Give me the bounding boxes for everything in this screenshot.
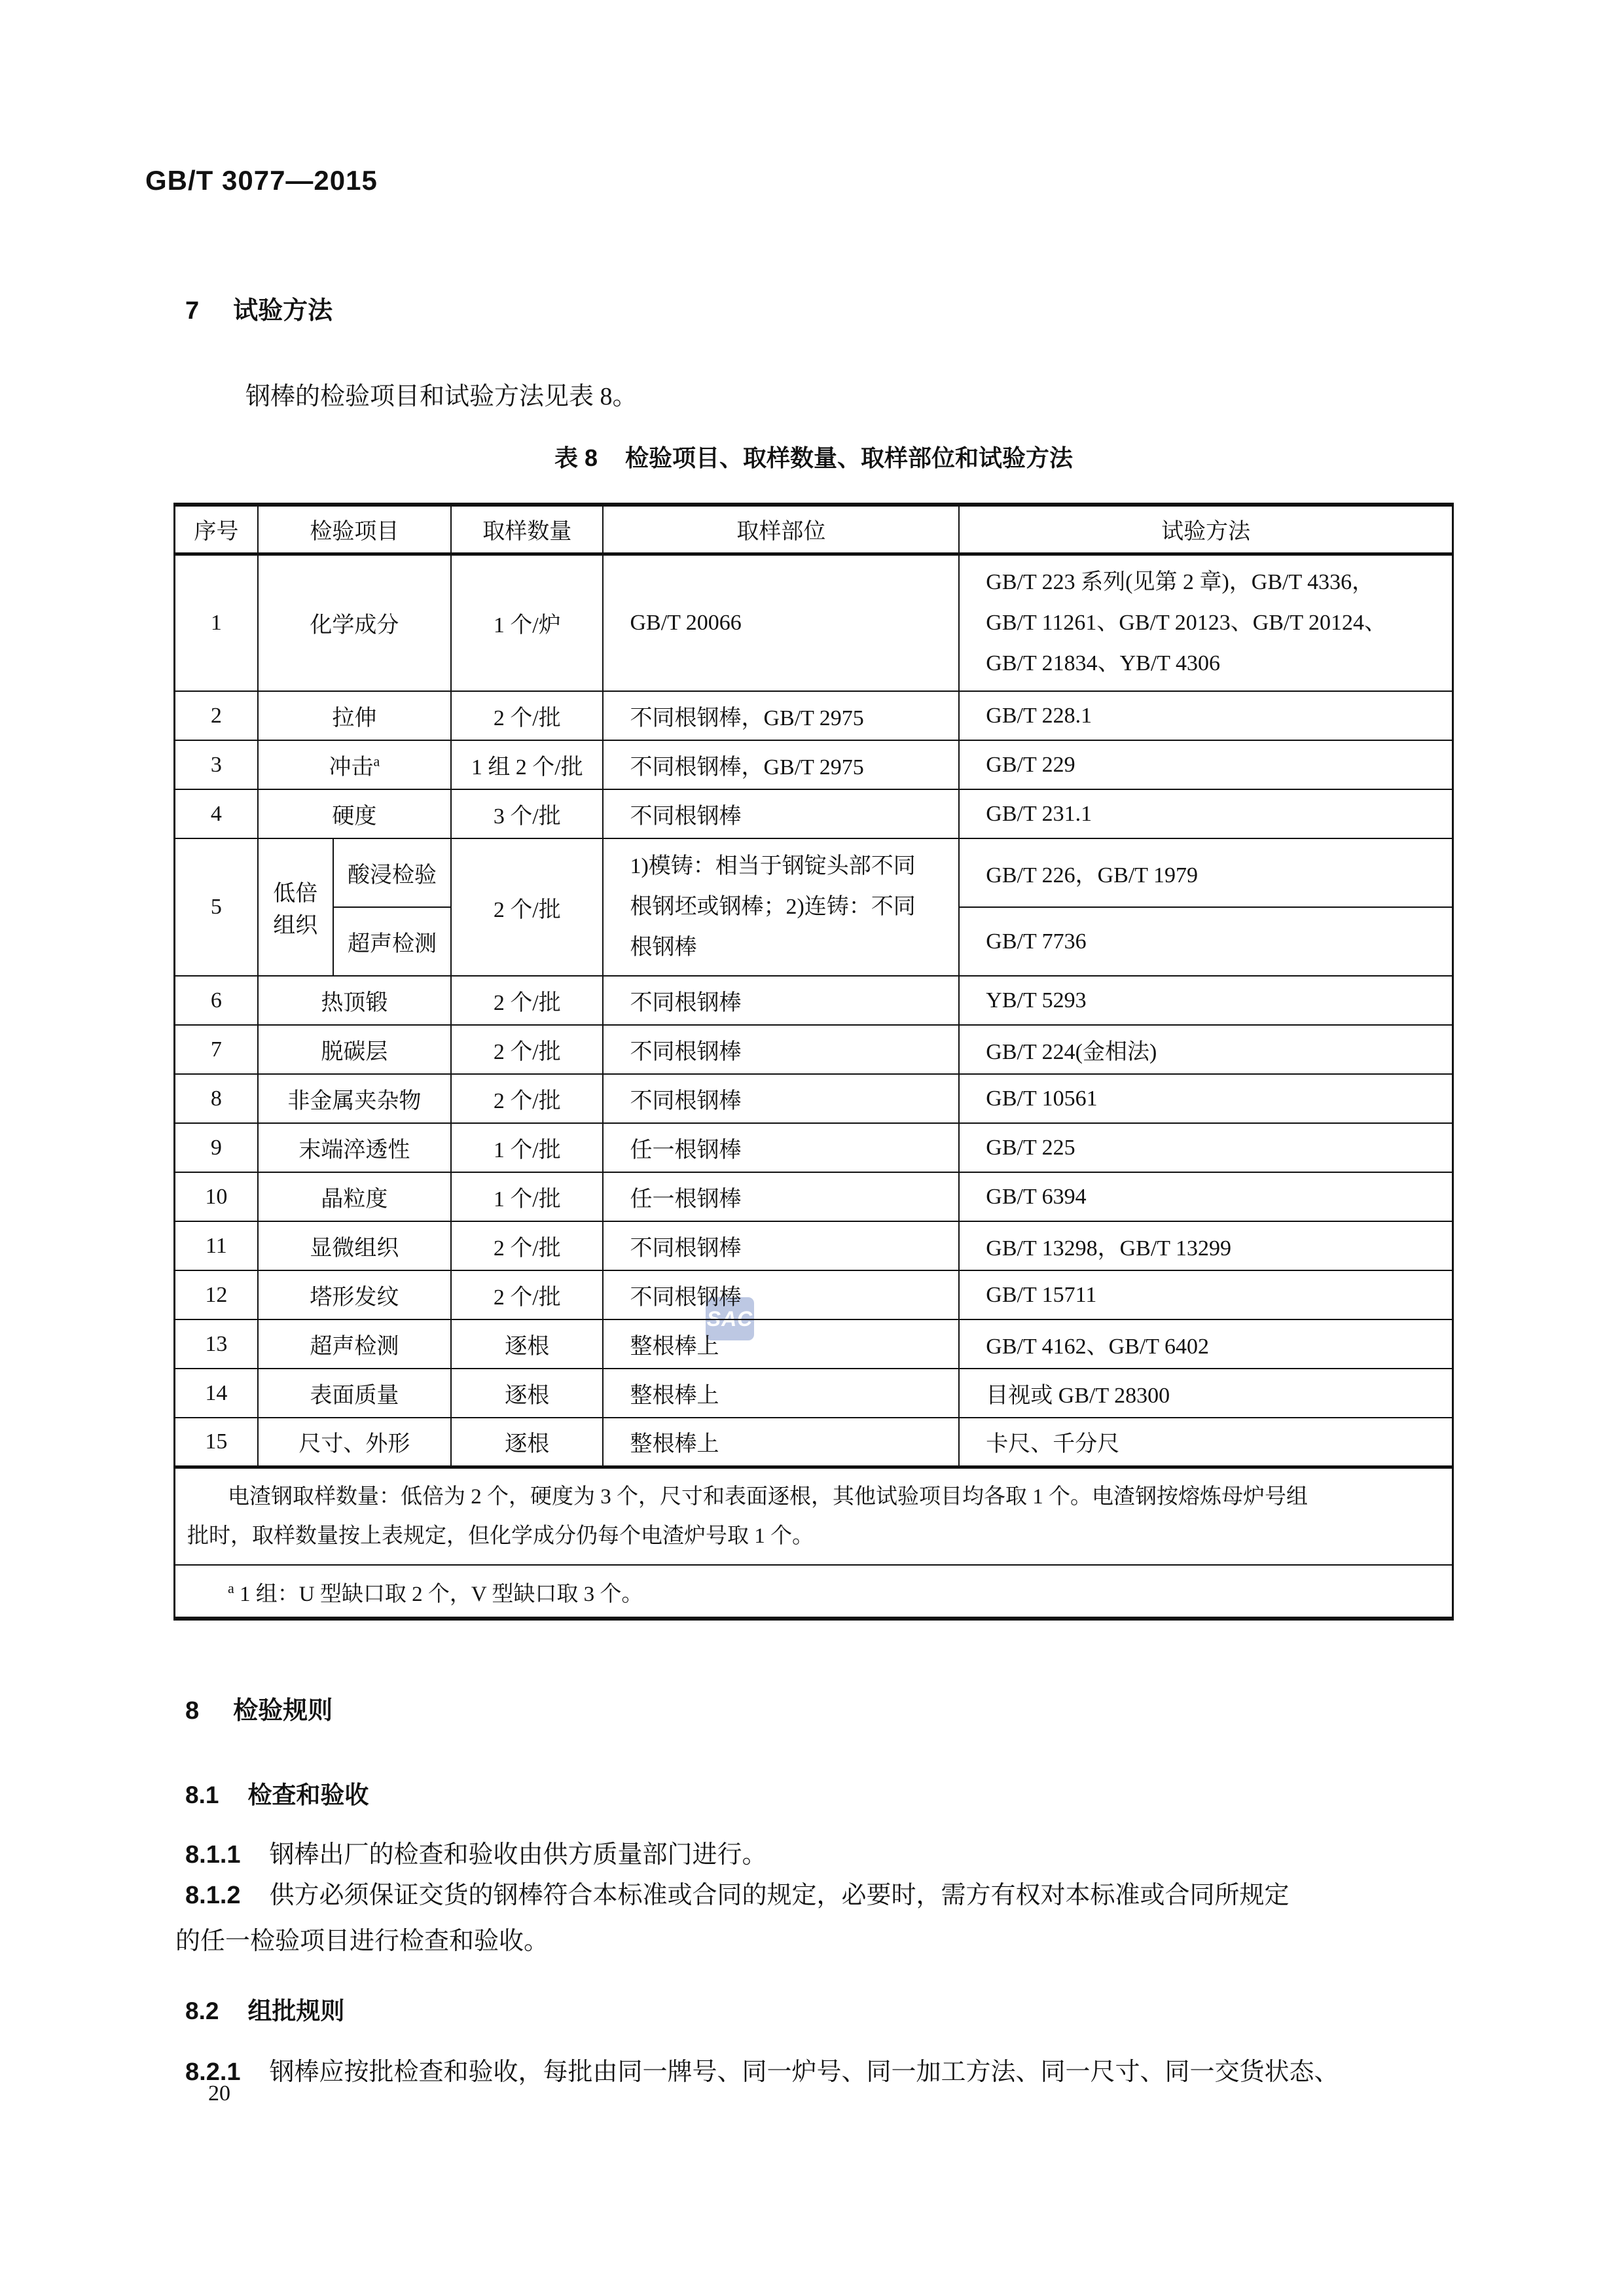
section-8-1-title: 检查和验收 <box>247 1782 369 1808</box>
page-number: 20 <box>208 2081 230 2106</box>
table-row <box>175 1270 1453 1319</box>
section-8-1-number: 8.1 <box>185 1782 219 1808</box>
cell-sub-item: 酸浸检验 <box>333 838 451 907</box>
cell-item: 末端淬透性 <box>258 1123 451 1172</box>
section-8-number: 8 <box>185 1697 200 1725</box>
table-8-caption-title: 检验项目、取样数量、取样部位和试验方法 <box>625 444 1074 471</box>
cell-no: 10 <box>175 1172 258 1221</box>
cell-no: 13 <box>175 1319 258 1369</box>
table-row <box>175 691 1453 740</box>
cell-no: 5 <box>175 838 258 976</box>
section-8-2-heading <box>185 1991 344 2026</box>
cell-qty: 2 个/批 <box>451 1270 603 1319</box>
note-line: 电渣钢取样数量：低倍为 2 个，硬度为 3 个，尺寸和表面逐根，其他试验项目均各取 1 个。电渣钢按熔炼母炉号组 <box>228 1484 1308 1509</box>
cell-item-text: 冲击 <box>329 755 374 780</box>
cell-item: 化学成分 <box>258 554 451 691</box>
cell-location: 整根棒上 <box>603 1319 959 1369</box>
section-8-1-heading <box>185 1775 369 1810</box>
cell-item: 尺寸、外形 <box>258 1418 451 1467</box>
section-7-number: 7 <box>185 297 200 325</box>
cell-item: 显微组织 <box>258 1221 451 1270</box>
cell-location: GB/T 20066 <box>603 554 959 691</box>
cell-qty: 1 个/批 <box>451 1172 603 1221</box>
cell-item: 热顶锻 <box>258 976 451 1025</box>
clause-8-1-2-number: 8.1.2 <box>185 1882 241 1909</box>
cell-no: 9 <box>175 1123 258 1172</box>
table-row <box>175 740 1453 789</box>
table-8 <box>173 503 1454 1621</box>
cell-qty: 逐根 <box>451 1369 603 1418</box>
cell-location: 不同根钢棒 <box>603 1221 959 1270</box>
cell-item: 塔形发纹 <box>258 1270 451 1319</box>
cell-method: GB/T 13298，GB/T 13299 <box>959 1221 1453 1270</box>
cell-location: 不同根钢棒，GB/T 2975 <box>603 740 959 789</box>
cell-location: 任一根钢棒 <box>603 1172 959 1221</box>
section-7-title: 试验方法 <box>233 297 333 325</box>
cell-no: 3 <box>175 740 258 789</box>
cell-item: 脱碳层 <box>258 1025 451 1074</box>
clause-8-2-1-number: 8.2.1 <box>185 2058 241 2086</box>
method-line: GB/T 21834、YB/T 4306 <box>986 651 1220 675</box>
cell-location: 整根棒上 <box>603 1369 959 1418</box>
cell-qty: 逐根 <box>451 1319 603 1369</box>
col-header-no: 序号 <box>175 505 258 554</box>
cell-sub-item: 超声检测 <box>333 907 451 976</box>
cell-no: 14 <box>175 1369 258 1418</box>
cell-item <box>258 740 451 789</box>
footnote-text: 1 组：U 型缺口取 2 个，V 型缺口取 3 个。 <box>240 1582 643 1606</box>
cell-no: 2 <box>175 691 258 740</box>
table-row <box>175 976 1453 1025</box>
table-footnote-a <box>175 1565 1453 1619</box>
cell-qty: 2 个/批 <box>451 1221 603 1270</box>
location-line: 根钢棒 <box>630 935 697 960</box>
clause-8-1-1-number: 8.1.1 <box>185 1841 241 1869</box>
cell-qty: 2 个/批 <box>451 838 603 976</box>
table-row <box>175 1221 1453 1270</box>
cell-method: GB/T 224(金相法) <box>959 1025 1453 1074</box>
footnote-marker: a <box>228 1579 234 1596</box>
cell-qty: 逐根 <box>451 1418 603 1467</box>
cell-method: GB/T 10561 <box>959 1074 1453 1123</box>
cell-location: 不同根钢棒 <box>603 1025 959 1074</box>
table-row <box>175 789 1453 838</box>
col-header-item: 检验项目 <box>258 505 451 554</box>
cell-item: 硬度 <box>258 789 451 838</box>
cell-qty: 3 个/批 <box>451 789 603 838</box>
clause-8-1-1-text: 钢棒出厂的检查和验收由供方质量部门进行。 <box>269 1841 767 1869</box>
cell-qty: 2 个/批 <box>451 976 603 1025</box>
cell-no: 12 <box>175 1270 258 1319</box>
cell-method: GB/T 229 <box>959 740 1453 789</box>
cell-method: GB/T 228.1 <box>959 691 1453 740</box>
clause-8-2-1 <box>185 2054 1339 2090</box>
table-row <box>175 1025 1453 1074</box>
cell-no: 15 <box>175 1418 258 1467</box>
table-row-5a <box>175 838 1453 907</box>
cell-no: 1 <box>175 554 258 691</box>
cell-method: GB/T 15711 <box>959 1270 1453 1319</box>
location-line: 根钢坯或钢棒；2)连铸：不同 <box>630 895 916 919</box>
cell-method: YB/T 5293 <box>959 976 1453 1025</box>
cell-no: 4 <box>175 789 258 838</box>
footnote-marker: a <box>373 753 380 770</box>
cell-method: 卡尺、千分尺 <box>959 1418 1453 1467</box>
table-row <box>175 1418 1453 1467</box>
group-line: 低倍 <box>273 882 318 906</box>
table-row <box>175 1369 1453 1418</box>
table-row <box>175 1319 1453 1369</box>
section-7-heading <box>185 290 333 326</box>
section-8-2-number: 8.2 <box>185 1998 219 2024</box>
cell-item-group <box>258 838 333 976</box>
clause-8-1-2-line2: 的任一检验项目进行检查和验收。 <box>175 1928 549 1955</box>
cell-item: 表面质量 <box>258 1369 451 1418</box>
section-8-2-title: 组批规则 <box>247 1998 345 2024</box>
clause-8-1-2-text: 供方必须保证交货的钢棒符合本标准或合同的规定，必要时，需方有权对本标准或合同所规定 <box>269 1882 1290 1909</box>
standard-code: GB/T 3077—2015 <box>145 165 378 196</box>
table-8-caption-number: 表 8 <box>554 444 598 471</box>
cell-item: 拉伸 <box>258 691 451 740</box>
cell-location <box>603 838 959 976</box>
cell-location: 不同根钢棒 <box>603 1074 959 1123</box>
cell-qty: 1 组 2 个/批 <box>451 740 603 789</box>
cell-qty: 2 个/批 <box>451 691 603 740</box>
table-note-row <box>175 1467 1453 1565</box>
cell-method: GB/T 6394 <box>959 1172 1453 1221</box>
table-row <box>175 1074 1453 1123</box>
table-row <box>175 1123 1453 1172</box>
cell-qty: 2 个/批 <box>451 1025 603 1074</box>
sac-watermark-text: SAC <box>706 1306 753 1331</box>
cell-item: 晶粒度 <box>258 1172 451 1221</box>
clause-8-1-2-line1 <box>185 1877 1290 1914</box>
cell-location: 任一根钢棒 <box>603 1123 959 1172</box>
cell-no: 8 <box>175 1074 258 1123</box>
cell-item: 超声检测 <box>258 1319 451 1369</box>
cell-location: 整根棒上 <box>603 1418 959 1467</box>
cell-qty: 1 个/炉 <box>451 554 603 691</box>
method-line: GB/T 11261、GB/T 20123、GB/T 20124、 <box>986 610 1387 635</box>
table-note-1 <box>175 1467 1453 1565</box>
cell-method: GB/T 225 <box>959 1123 1453 1172</box>
cell-item: 非金属夹杂物 <box>258 1074 451 1123</box>
cell-method: GB/T 4162、GB/T 6402 <box>959 1319 1453 1369</box>
cell-no: 7 <box>175 1025 258 1074</box>
cell-location: 不同根钢棒 <box>603 976 959 1025</box>
table-row <box>175 1172 1453 1221</box>
cell-method: GB/T 231.1 <box>959 789 1453 838</box>
cell-qty: 2 个/批 <box>451 1074 603 1123</box>
col-header-method: 试验方法 <box>959 505 1453 554</box>
cell-location: 不同根钢棒，GB/T 2975 <box>603 691 959 740</box>
clause-8-2-1-text: 钢棒应按批检查和验收，每批由同一牌号、同一炉号、同一加工方法、同一尺寸、同一交货状态、 <box>269 2058 1339 2086</box>
location-line: 1)模铸：相当于钢锭头部不同 <box>630 854 916 878</box>
note-line: 批时，取样数量按上表规定，但化学成分仍每个电渣炉号取 1 个。 <box>187 1524 814 1548</box>
group-line: 组织 <box>273 914 318 938</box>
col-header-qty: 取样数量 <box>451 505 603 554</box>
table-footnote-row <box>175 1565 1453 1619</box>
col-header-location: 取样部位 <box>603 505 959 554</box>
table-header-row <box>175 505 1453 554</box>
method-line: GB/T 223 系列(见第 2 章)，GB/T 4336， <box>986 569 1375 594</box>
cell-location: 不同根钢棒 <box>603 1270 959 1319</box>
clause-8-1-1 <box>185 1837 767 1873</box>
cell-method: GB/T 7736 <box>959 907 1453 976</box>
section-7-intro: 钢棒的检验项目和试验方法见表 8。 <box>245 383 638 410</box>
table-8-caption <box>175 440 1452 473</box>
cell-location: 不同根钢棒 <box>603 789 959 838</box>
cell-no: 6 <box>175 976 258 1025</box>
table-row <box>175 554 1453 691</box>
cell-method <box>959 554 1453 691</box>
cell-qty: 1 个/批 <box>451 1123 603 1172</box>
section-8-title: 检验规则 <box>233 1697 333 1725</box>
cell-no: 11 <box>175 1221 258 1270</box>
cell-method: GB/T 226，GB/T 1979 <box>959 838 1453 907</box>
cell-method: 目视或 GB/T 28300 <box>959 1369 1453 1418</box>
section-8-heading <box>185 1690 333 1726</box>
